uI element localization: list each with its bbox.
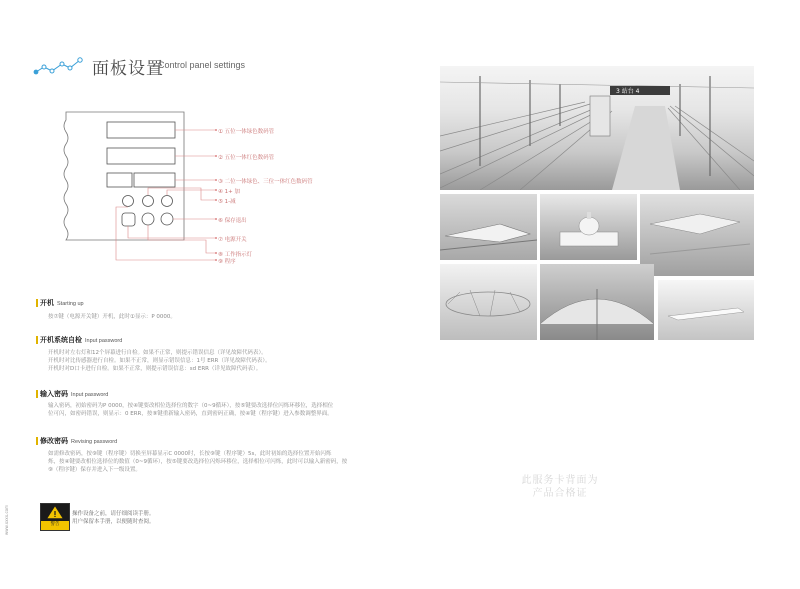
warning-text: 操作设备之前，请仔细阅读手册。 用户保留本手册，以便随时查阅。 <box>72 511 155 525</box>
page-subtitle: Control panel settings <box>158 60 246 70</box>
section-body-self-check: 开机时对左右灯和12个屏幕进行自检。如果不正常，则提示错误信息（详见故障代码表）。 开机时对比传感器进行自检。如果不正常，则显示错误信息：1号 ERR（详见故障代码表）。 开机时对D口卡进行自检。如果不正常，则提示错误信息：sd ERR（详见故障代码表）。 <box>48 350 271 372</box>
callout-save-exit: ⑥ 保存退出 <box>218 218 247 224</box>
station-sign-text: 3 站台 4 <box>616 88 640 95</box>
callout-power: ⑦ 电源开关 <box>218 237 247 243</box>
callout-green-display: ① 五位一体绿色数码管 <box>218 129 275 135</box>
photo-high-speed-train <box>440 194 537 260</box>
section-title-self-check: 开机系统自检 Input password <box>40 335 122 345</box>
photo-birds-nest-stadium <box>440 264 537 340</box>
molecule-logo-icon <box>32 55 88 77</box>
minus-button <box>143 196 154 207</box>
plus-button <box>162 196 173 207</box>
section-body-input-password: 输入密码，初始密码为P 0000，按④键要改相位选择位的数字（0~9循环），按⑤键要改选择位闪烁环移位，选择相位 位可闪，如密码错误，则显示：0 ERR，按⑨键重新输入密码，直到密码正确，按④键（程序键）进入参数调整界面。 <box>48 403 334 417</box>
section-title-input-password: 输入密码 Input password <box>40 389 108 399</box>
photo-capitol-building <box>540 194 637 260</box>
section-body-startup: 按⑦键（电源开关键）开机，此时①显示：P 0000。 <box>48 314 176 320</box>
warning-badge-label: 警告 <box>50 522 60 527</box>
green-display-5digit <box>107 122 175 138</box>
callout-program: ⑨ 程序 <box>218 259 236 265</box>
photo-airport-terminal <box>540 264 654 340</box>
section-title-revise-password: 修改密码 Revising password <box>40 436 117 446</box>
red-display-3digit <box>134 173 175 187</box>
save-exit-button <box>142 213 154 225</box>
photo-railway-station <box>440 66 754 190</box>
section-title-startup: 开机 Starting up <box>40 298 84 308</box>
red-display-5digit <box>107 148 175 164</box>
callout-mixed-display: ③ 二位一体绿色、三位一体红色数码管 <box>218 179 313 185</box>
vertical-footer-note: www.xxxx.com <box>4 505 9 536</box>
callout-indicator: ⑧ 工作指示灯 <box>218 252 253 258</box>
warning-triangle-icon <box>41 504 69 521</box>
certificate-stamp-text: 此服务卡背面为 产品合格证 <box>521 475 599 499</box>
green-display-2digit <box>107 173 132 187</box>
photo-airport-model <box>640 194 754 276</box>
page-title: 面板设置 <box>92 59 164 79</box>
callout-plus: ④ 1+ 加 <box>218 189 241 195</box>
control-panel-diagram <box>56 100 226 270</box>
callout-red-display: ② 五位一体红色数码管 <box>218 155 275 161</box>
work-indicator-light <box>161 213 173 225</box>
warning-badge <box>40 503 70 531</box>
program-button <box>123 196 134 207</box>
callout-minus: ⑤ 1-减 <box>218 199 236 205</box>
photo-aircraft <box>658 280 754 340</box>
power-switch <box>122 213 135 226</box>
section-body-revise-password: 如需修改密码，按⑨键（程序键）切换至屏幕显示C 0000时，长按⑨键（程序键）5s，此时初始的选择位置开始闪烁 烁，按④键要改相位选择位的数值（0~9循环），按⑤键要改选择位闪烁环移位，选择相位可闪烁，此时可以输入新密码，按 ⑨（程序键）保存并进入下一级设置。 <box>48 451 348 473</box>
